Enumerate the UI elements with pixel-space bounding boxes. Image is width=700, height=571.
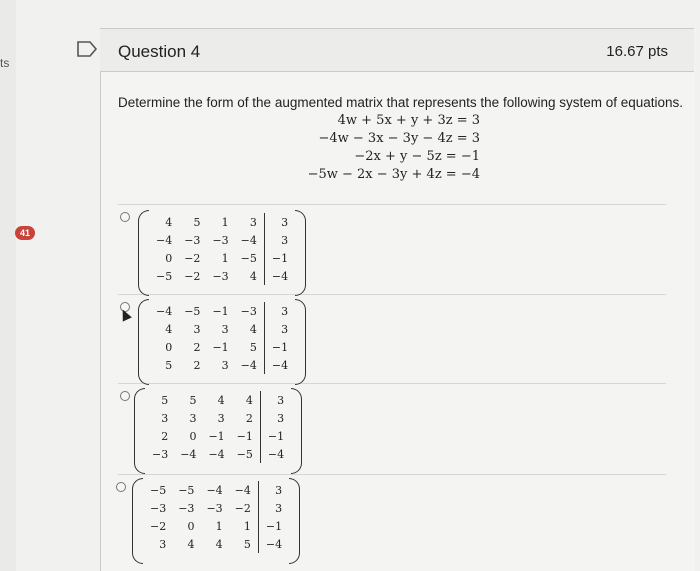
matrix-cell: −5 xyxy=(150,483,167,497)
matrix-cell: 4 xyxy=(217,393,225,407)
matrix-cell: −5 xyxy=(156,269,173,283)
matrix-cell: 5 xyxy=(189,393,197,407)
matrix-cell: −4 xyxy=(180,447,197,461)
matrix-cell: −4 xyxy=(258,535,288,553)
matrix-cell: 0 xyxy=(165,340,173,354)
matrix-cell: 5 xyxy=(161,393,169,407)
matrix-cell: 1 xyxy=(215,519,223,533)
equation: −2x + y − 5z = −1 xyxy=(354,149,480,164)
answer-option-d-matrix[interactable] xyxy=(144,481,288,553)
answer-option-c-matrix[interactable] xyxy=(146,391,290,463)
matrix-cell: 3 xyxy=(249,215,257,229)
matrix-cell: 3 xyxy=(161,411,169,425)
matrix-cell: 0 xyxy=(189,429,197,443)
matrix-cell: −1 xyxy=(264,249,294,267)
option-divider xyxy=(118,294,666,295)
matrix-cell: −5 xyxy=(184,304,201,318)
left-parenthesis xyxy=(134,388,145,474)
matrix-cell: −4 xyxy=(156,304,173,318)
matrix-cell: −1 xyxy=(236,429,253,443)
matrix-cell: −1 xyxy=(212,304,229,318)
matrix-cell: 0 xyxy=(165,251,173,265)
answer-option-a-radio[interactable] xyxy=(120,212,130,222)
left-parenthesis xyxy=(132,478,143,564)
matrix-cell: 2 xyxy=(161,429,169,443)
matrix-cell: 3 xyxy=(260,409,290,427)
matrix-cell: 3 xyxy=(221,322,229,336)
matrix-cell: 4 xyxy=(187,537,195,551)
left-parenthesis xyxy=(138,210,149,296)
option-divider xyxy=(118,474,666,475)
matrix-cell: −2 xyxy=(184,251,201,265)
equation: −5w − 2x − 3y + 4z = −4 xyxy=(307,167,480,182)
right-parenthesis xyxy=(295,210,306,296)
matrix-cell: 4 xyxy=(165,215,173,229)
matrix-cell: 3 xyxy=(217,411,225,425)
matrix-cell: −3 xyxy=(152,447,169,461)
matrix-cell: 3 xyxy=(258,499,288,517)
matrix-cell: −2 xyxy=(234,501,251,515)
matrix-cell: 4 xyxy=(249,269,257,283)
matrix-cell: 3 xyxy=(159,537,167,551)
matrix-cell: −2 xyxy=(150,519,167,533)
matrix-cell: −1 xyxy=(258,517,288,535)
matrix-cell: 5 xyxy=(165,358,173,372)
matrix-cell: 0 xyxy=(187,519,195,533)
matrix-cell: −4 xyxy=(240,233,257,247)
matrix-cell: 3 xyxy=(193,322,201,336)
matrix-cell: −3 xyxy=(206,501,223,515)
matrix-cell: −4 xyxy=(264,356,294,374)
matrix-cell: 3 xyxy=(260,391,290,409)
matrix-cell: 3 xyxy=(264,320,294,338)
left-parenthesis xyxy=(138,299,149,385)
question-points: 16.67 pts xyxy=(606,43,668,60)
matrix-cell: −3 xyxy=(184,233,201,247)
matrix-cell: 5 xyxy=(193,215,201,229)
matrix-cell: 3 xyxy=(189,411,197,425)
matrix-cell: 5 xyxy=(249,340,257,354)
matrix-cell: 3 xyxy=(258,481,288,499)
matrix-cell: 3 xyxy=(221,358,229,372)
matrix-cell: 1 xyxy=(243,519,251,533)
matrix-cell: 2 xyxy=(193,340,201,354)
matrix-cell: 4 xyxy=(245,393,253,407)
matrix-cell: 1 xyxy=(221,251,229,265)
flag-question-icon[interactable] xyxy=(76,40,98,58)
matrix-cell: −1 xyxy=(264,338,294,356)
equation: 4w + 5x + y + 3z = 3 xyxy=(337,113,480,128)
matrix-cell: 4 xyxy=(165,322,173,336)
right-parenthesis xyxy=(289,478,300,564)
matrix-cell: −5 xyxy=(178,483,195,497)
matrix-cell: −4 xyxy=(260,445,290,463)
matrix-cell: −4 xyxy=(156,233,173,247)
matrix-cell: −3 xyxy=(178,501,195,515)
equation-system xyxy=(300,112,480,184)
matrix-cell: 4 xyxy=(249,322,257,336)
matrix-cell: 3 xyxy=(264,231,294,249)
matrix-cell: −3 xyxy=(240,304,257,318)
matrix-cell: 3 xyxy=(264,213,294,231)
matrix-cell: −5 xyxy=(240,251,257,265)
matrix-cell: −1 xyxy=(208,429,225,443)
sidebar-fragment-text: ts xyxy=(0,56,10,70)
matrix-cell: 3 xyxy=(264,302,294,320)
answer-option-c-radio[interactable] xyxy=(120,391,130,401)
matrix-cell: −2 xyxy=(184,269,201,283)
matrix-cell: 4 xyxy=(215,537,223,551)
answer-option-d-radio[interactable] xyxy=(116,482,126,492)
matrix-cell: −3 xyxy=(212,269,229,283)
right-parenthesis xyxy=(291,388,302,474)
matrix-cell: −4 xyxy=(206,483,223,497)
matrix-cell: 1 xyxy=(221,215,229,229)
matrix-cell: −4 xyxy=(264,267,294,285)
matrix-cell: −1 xyxy=(260,427,290,445)
matrix-cell: −4 xyxy=(240,358,257,372)
option-divider xyxy=(118,204,666,205)
question-prompt: Determine the form of the augmented matrix that represents the following system of equations. xyxy=(118,95,684,110)
matrix-cell: −4 xyxy=(208,447,225,461)
answer-option-a-matrix[interactable] xyxy=(150,213,294,285)
question-title: Question 4 xyxy=(118,42,201,61)
matrix-cell: 2 xyxy=(245,411,253,425)
matrix-cell: −4 xyxy=(234,483,251,497)
matrix-cell: −3 xyxy=(150,501,167,515)
right-parenthesis xyxy=(295,299,306,385)
answer-option-b-matrix[interactable] xyxy=(150,302,294,374)
matrix-cell: 5 xyxy=(243,537,251,551)
matrix-cell: −1 xyxy=(212,340,229,354)
left-sidebar-strip xyxy=(0,0,16,571)
question-count-badge: 41 xyxy=(15,226,35,240)
matrix-cell: −3 xyxy=(212,233,229,247)
matrix-cell: 2 xyxy=(193,358,201,372)
matrix-cell: −5 xyxy=(236,447,253,461)
option-divider xyxy=(118,383,666,384)
equation: −4w − 3x − 3y − 4z = 3 xyxy=(318,131,480,146)
